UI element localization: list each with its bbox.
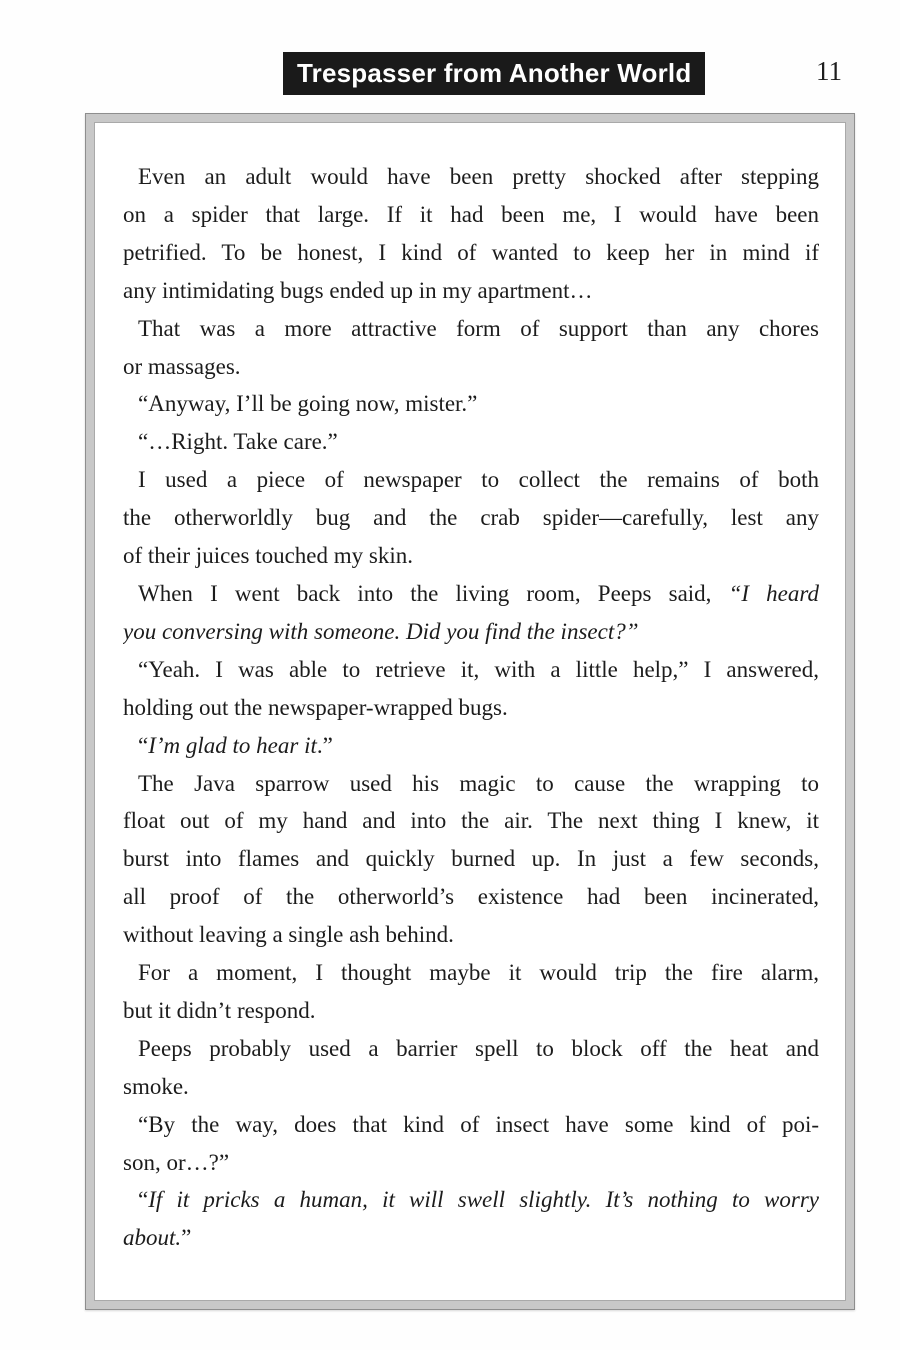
text-line: all proof of the otherworld’s existence had been incinerated, [123,884,819,910]
paragraph [123,423,819,461]
text-line: float out of my hand and into the air. The next thing I knew, it [123,808,819,834]
paragraph [123,1106,819,1182]
chapter-title: Trespasser from Another World [297,58,692,88]
paragraph [123,158,819,310]
text-frame [85,113,855,1310]
paragraph [123,310,819,386]
paragraph [123,954,819,1030]
text-line: “I’m glad to hear it.” [138,732,333,758]
text-line: about.” [123,1225,192,1251]
text-line: son, or…?” [123,1149,230,1175]
text-line: the otherworldly bug and the crab spider—carefully, lest any [123,505,819,531]
paragraph [123,461,819,575]
text-line: Peeps probably used a barrier spell to block off the heat and [138,1035,819,1061]
text-line: smoke. [123,1073,189,1099]
chapter-title-banner [283,52,705,95]
paragraph [123,765,819,955]
paragraph [123,651,819,727]
paragraph [123,385,819,423]
paragraph [123,727,819,765]
text-line: “If it pricks a human, it will swell slightly. It’s nothing to worry [138,1187,819,1213]
text-line: “Yeah. I was able to retrieve it, with a little help,” I answered, [138,656,819,682]
text-line: “…Right. Take care.” [138,429,338,455]
text-line: petrified. To be honest, I kind of wanted to keep her in mind if [123,239,819,265]
text-line: The Java sparrow used his magic to cause the wrapping to [138,770,819,796]
text-line: on a spider that large. If it had been me, I would have been [123,201,819,227]
text-line: “Anyway, I’ll be going now, mister.” [138,391,478,417]
text-line: without leaving a single ash behind. [123,922,454,948]
paragraph [123,1181,819,1257]
text-line: you conversing with someone. Did you find the insect?” [123,618,639,644]
text-line: or massages. [123,353,241,379]
text-line: “By the way, does that kind of insect have some kind of poi- [138,1111,819,1137]
body-text [123,158,819,1257]
text-line: any intimidating bugs ended up in my apartment… [123,277,593,303]
text-line: That was a more attractive form of support than any chores [138,315,819,341]
text-line: of their juices touched my skin. [123,543,413,569]
text-line: For a moment, I thought maybe it would trip the fire alarm, [138,960,819,986]
text-line: holding out the newspaper-wrapped bugs. [123,694,508,720]
text-line: When I went back into the living room, Peeps said, “I heard [138,580,819,606]
text-line: Even an adult would have been pretty shocked after stepping [138,164,819,189]
text-line: but it didn’t respond. [123,997,316,1023]
text-line: burst into flames and quickly burned up. In just a few seconds, [123,846,819,872]
paragraph [123,1030,819,1106]
text-line: I used a piece of newspaper to collect the remains of both [138,467,819,493]
paragraph [123,575,819,651]
page-number: 11 [816,56,842,86]
